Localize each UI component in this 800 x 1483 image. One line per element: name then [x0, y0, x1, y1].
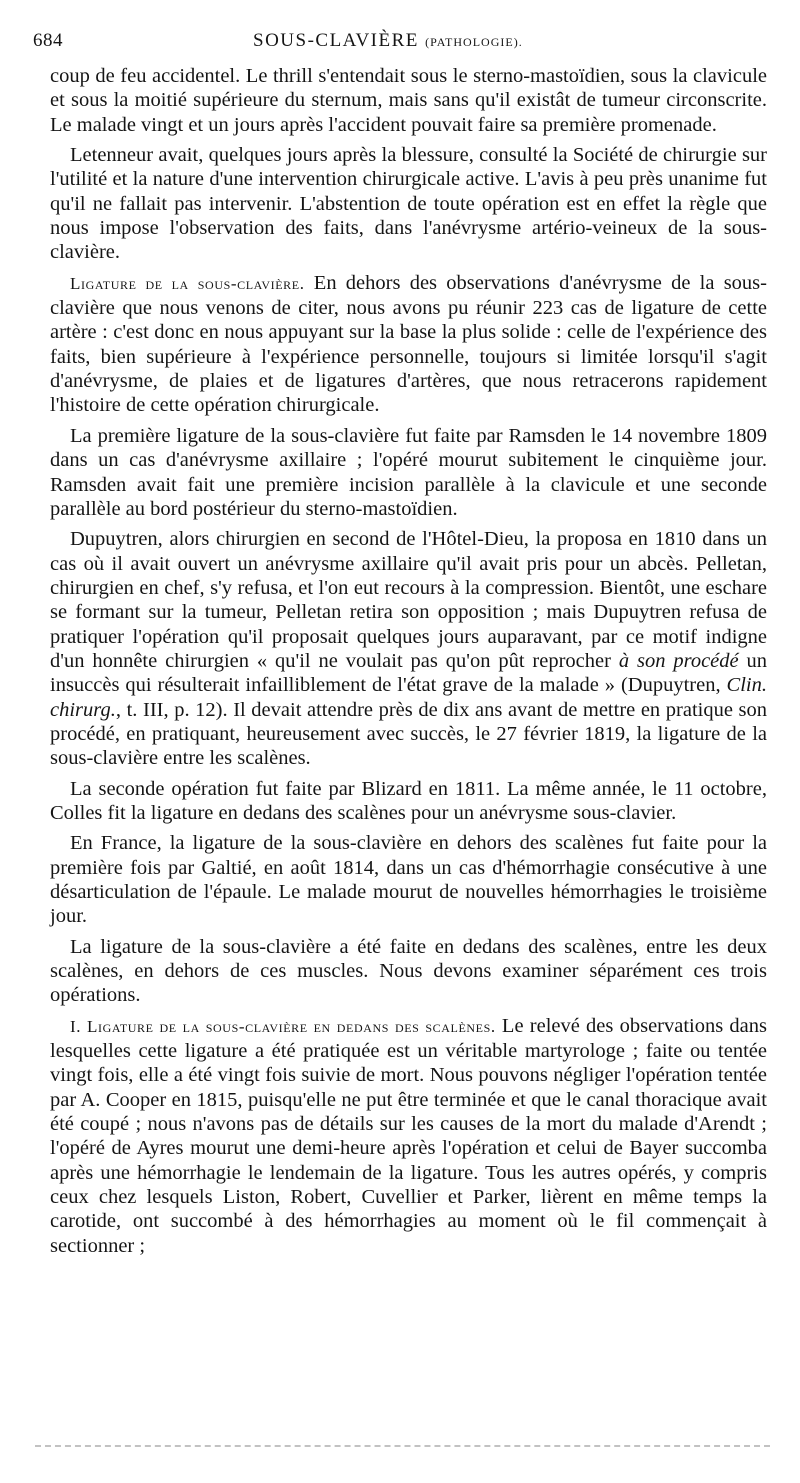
running-head	[33, 30, 773, 54]
running-title	[253, 30, 523, 52]
page-number: 684	[33, 30, 63, 51]
paragraph-4	[50, 424, 767, 521]
body-text	[50, 64, 767, 1264]
paragraph-5-text-middle: un insuccès qui résulterait infailliblement de l'état grave de la malade » (Dupuytren,	[50, 649, 768, 697]
paragraph-8	[50, 935, 767, 1008]
paragraph-7	[50, 831, 767, 928]
paragraph-2-text: Letenneur avait, quelques jours après la blessure, consulté la Société de chirurgie sur l'utilité et la nature d'une intervention chirurgicale active. L'avis à peu près unanime fut qu'il ne fallait pas intervenir. L'abstention de toute opération est en effet la règle que nous impose l'observation des faits, dans l'anévrysme artério-veineux de la sous-clavière.	[50, 144, 767, 264]
paragraph-3-text: En dehors des observations d'anévrysme de la sous-clavière que nous venons de citer, nous avons pu réunir 223 cas de ligature de cette artère : c'est donc en nous appuyant sur la base la plus solide : celle de l'expérience des faits, bien supérieure à l'expérience personnelle, toujours si limitée lorsqu'il s'agit d'anévrysme, de plaies et de ligatures d'artères, que nous retracerons rapidement l'histoire de cette opération chirurgicale.	[50, 271, 767, 417]
running-title-main: SOUS-CLAVIÈRE	[253, 30, 419, 51]
paragraph-5	[50, 527, 767, 770]
paragraph-8-text: La ligature de la sous-clavière a été faite en dedans des scalènes, entre les deux scalènes, en dehors de ces muscles. Nous devons examiner séparément ces trois opérations.	[50, 935, 767, 1007]
paragraph-9	[50, 1014, 767, 1258]
paragraph-3	[50, 271, 767, 418]
citation-italic: Clin. chirurg.	[50, 674, 767, 721]
paragraph-2	[50, 143, 767, 265]
paragraph-5-text-after: , t. III, p. 12). Il devait attendre près de dix ans avant de mettre en pratique son procédé, en pratiquant, heureusement avec succès, le 27 février 1819, la ligature de la sous-clavière entre les scalènes.	[50, 698, 767, 770]
paragraph-6-text: La seconde opération fut faite par Blizard en 1811. La même année, le 11 octobre, Colles fit la ligature en dedans des scalènes pour un anévrysme sous-clavier.	[50, 777, 767, 824]
paragraph-7-text: En France, la ligature de la sous-clavière en dehors des scalènes fut faite pour la première fois par Galtié, en août 1814, dans un cas d'hémorrhagie consécutive à une désarticulation de l'épaule. Le malade mourut de nouvelles hémorrhagies le troisième jour.	[50, 832, 767, 928]
section-heading-ligature: Ligature de la sous-clavière.	[70, 273, 305, 293]
paragraph-6	[50, 777, 767, 826]
paragraph-9-text: Le relevé des observations dans lesquelles cette ligature a été pratiquée est un véritable martyrologe ; faite ou tentée vingt fois, elle a été vingt fois suivie de mort. Nous pouvons négliger l'opération tentée par A. Cooper en 1815, puisqu'elle ne put être terminée et que le canal thoracique avait été coupé ; nous n'avons pas de détails sur les causes de la mort du malade d'Arendt ; l'opéré de Ayres mourut une demi-heure après l'opération et celui de Bayer succomba après une hémorrhagie le lendemain de la ligature. Tous les autres opérés, y compris ceux chez lesquels Liston, Robert, Cuvellier et Parker, lièrent en même temps la carotide, ont succombé à des hémorrhagies au moment où le fil commençait à sectionner ;	[50, 1014, 768, 1257]
paragraph-5-text-before: Dupuytren, alors chirurgien en second de l'Hôtel-Dieu, la proposa en 1810 dans un cas où il avait ouvert un anévrysme axillaire qu'il avait pris pour un abcès. Pelletan, chirurgien en chef, s'y refusa, et l'on eut recours à la compression. Bientôt, une eschare se formant sur la tumeur, Pelletan retira son opposition ; mais Dupuytren refusa de pratiquer l'opération qu'il proposait quelques jours auparavant, par ce motif indigne d'un honnête chirurgien « qu'il ne voulait pas qu'on pût reprocher	[50, 528, 767, 672]
paragraph-1-text: coup de feu accidentel. Le thrill s'entendait sous le sterno-mastoïdien, sous la clavicule et sous la moitié supérieure du sternum, mais sans qu'il existât de tumeur circonscrite. Le malade vingt et un jours après l'accident pouvait faire sa première promenade.	[50, 65, 767, 136]
paragraph-4-text: La première ligature de la sous-clavière fut faite par Ramsden le 14 novembre 1809 dans un cas d'anévrysme axillaire ; l'opéré mourut subitement le cinquième jour. Ramsden avait fait une première incision parallèle à la clavicule et une seconde parallèle au bord postérieur du sterno-mastoïdien.	[50, 424, 767, 520]
paragraph-1	[50, 64, 767, 137]
section-heading-inside-scalenes: I. Ligature de la sous-clavière en dedans des scalènes.	[70, 1016, 496, 1036]
footer-rule	[35, 1445, 770, 1447]
running-title-section: (PATHOLOGIE).	[425, 35, 523, 49]
italic-phrase: à son procédé	[618, 649, 739, 672]
